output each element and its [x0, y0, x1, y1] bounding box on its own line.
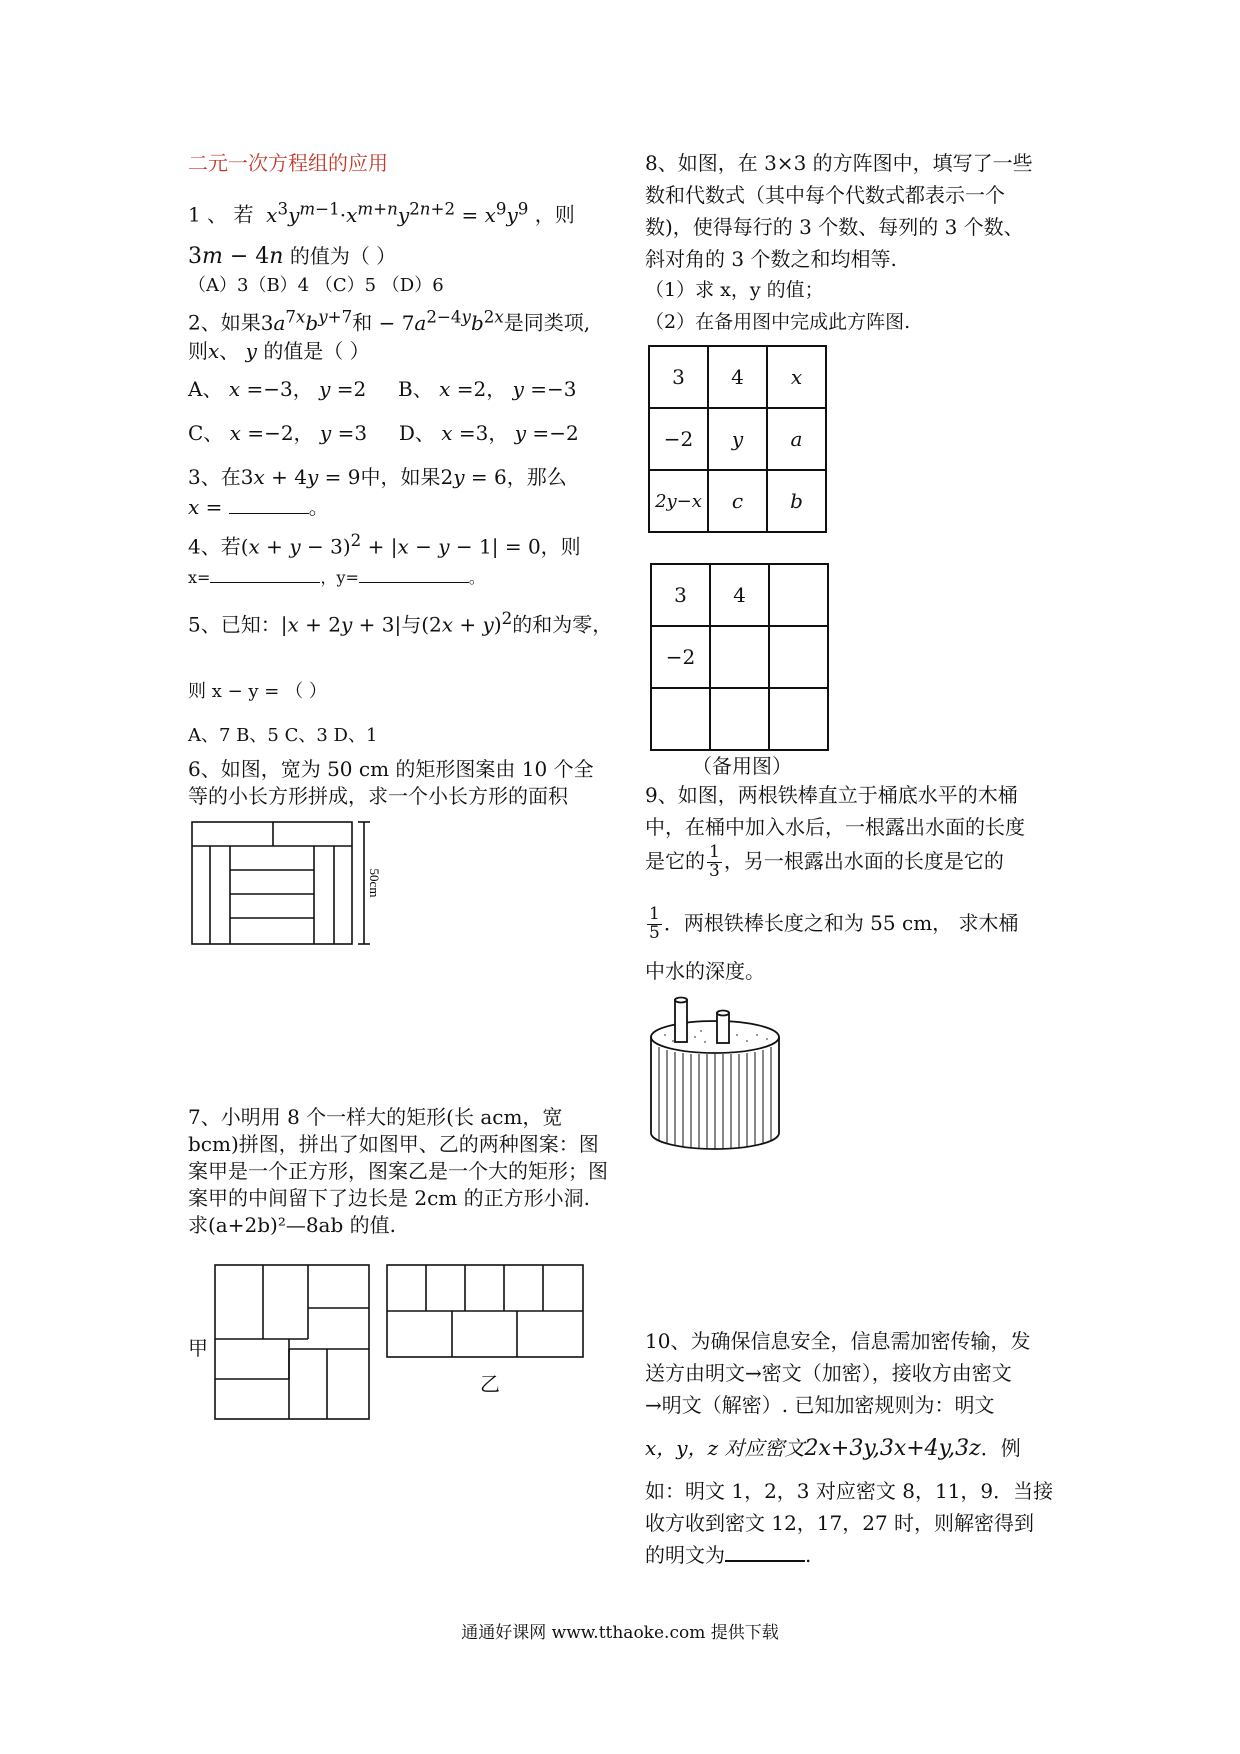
q10-line4a: x，y，z 对应密文	[645, 1436, 805, 1460]
q8-spare-row	[651, 564, 828, 626]
q8-cell: c	[708, 470, 767, 532]
q6-outer-rect	[192, 822, 352, 944]
q7-figure-yi	[385, 1263, 585, 1363]
q1-line2: 3m − 4n 的值为（ ）	[188, 244, 397, 269]
q8-spare-cell	[651, 688, 710, 750]
q10-cipher-formula: 2x+3y,3x+4y,3z	[804, 1436, 981, 1461]
q5-mid: 与	[401, 612, 422, 637]
q2-then: 则	[188, 339, 208, 363]
q3-mid: 中，如果	[360, 465, 441, 489]
q10-line3: →明文（解密）. 已知加密规则为：明文	[645, 1393, 995, 1417]
q9-line4	[645, 906, 1019, 943]
jia-outer	[215, 1265, 369, 1419]
q5-prefix: 5、已知：	[188, 612, 281, 637]
q8-spare-row	[651, 688, 828, 750]
q9-line4-text: ．两根铁棒长度之和为 55 cm， 求木桶	[663, 910, 1019, 935]
q1-question: 的值为（ ）	[289, 244, 397, 268]
q9-frac-third	[707, 844, 722, 881]
q7-figure-jia	[213, 1263, 373, 1423]
q2-options-cd: C、 x =−2， y =3 D、 x =3， y =−2	[188, 421, 579, 445]
q8-cell: 3	[649, 346, 708, 408]
q8-spare-cell	[710, 688, 769, 750]
q8-cell: b	[767, 470, 826, 532]
q8-spare-cell	[769, 564, 828, 626]
q10-line2: 送方由明文→密文（加密），接收方由密文	[645, 1361, 1012, 1385]
q8-line4: 斜对角的 3 个数之和均相等.	[645, 247, 897, 271]
q4-x-blank	[210, 564, 320, 583]
q4-x-label: x=	[188, 568, 211, 587]
q8-spare-cell	[769, 688, 828, 750]
q10-line4	[645, 1434, 1021, 1464]
q3-line2: x = 。	[188, 495, 329, 519]
page-title: 二元一次方程组的应用	[188, 151, 388, 175]
q5-line1: 5、已知：|x + 2y + 3|与$(2x + y)^2$的和为零，	[188, 609, 613, 637]
q9-line3b: ，另一根露出水面的长度是它的	[723, 848, 1004, 873]
q9-bucket-figure	[645, 995, 785, 1155]
q8-line3: 数)，使得每行的 3 个数、每列的 3 个数、	[645, 215, 1024, 239]
q8-spare-cell	[769, 626, 828, 688]
q4-line1: 4、若$(x + y - 3)^2 + |x - y - 1| = 0$，则	[188, 531, 581, 559]
q1-suffix: ，则	[534, 202, 575, 227]
q8-cell: 2y−x	[649, 470, 708, 532]
q2-line1	[188, 306, 590, 337]
rod-1	[675, 1000, 687, 1042]
q1-formula: $x^3y^{m-1}\cdot x^{m+n}y^{2n+2} = x^9y^9$	[266, 199, 529, 227]
q10-end: .	[805, 1543, 812, 1567]
bucket-staves	[659, 1047, 771, 1149]
q8-cell: y	[708, 408, 767, 470]
q10-line7-text: 的明文为	[645, 1543, 725, 1567]
q9-line2: 中，在桶中加入水后，一根露出水面的长度	[645, 815, 1025, 839]
q8-spare-cell: 3	[651, 564, 710, 626]
q10-line6: 收方收到密文 12，17，27 时，则解密得到	[645, 1511, 1035, 1535]
q3-blank	[229, 495, 309, 514]
q9-line3	[645, 844, 1004, 881]
q10-line1: 10、为确保信息安全，信息需加密传输，发	[645, 1329, 1031, 1353]
q8-spare-caption: （备用图）	[692, 754, 792, 778]
q6-figure	[188, 818, 382, 948]
q1-prefix: 1 、 若	[188, 202, 254, 227]
q8-line1: 8、如图，在 3×3 的方阵图中，填写了一些	[645, 151, 1033, 175]
rod-2	[717, 1013, 729, 1043]
q10-line5: 如：明文 1，2，3 对应密文 8，11，9．当接	[645, 1479, 1054, 1503]
frac-den: 3	[709, 860, 720, 881]
footer: 通通好课网 www.tthaoke.com 提供下载	[461, 1623, 779, 1643]
q8-line2: 数和代数式（其中每个代数式都表示一个	[645, 183, 1005, 207]
q8-spare-row	[651, 626, 828, 688]
q8-grid-row	[649, 408, 826, 470]
q4-y-label: ，y=	[320, 568, 359, 587]
q2-opt-c-label: C、	[188, 421, 224, 445]
q7-text: 7、小明用 8 个一样大的矩形(长 acm，宽 bcm)拼图，拼出了如图甲、乙的两种图案：图案甲是一个正方形，图案乙是一个大的矩形；图案甲的中间留下了边长是 2cm 的正方形小洞. 求(a+2b)²—8ab 的值.	[188, 1105, 608, 1237]
q8-cell: a	[767, 408, 826, 470]
q9-line3a: 是它的	[645, 848, 705, 873]
q10-answer-blank	[725, 1542, 805, 1562]
q2-opt-b-label: B、	[398, 377, 433, 401]
frac-num: 1	[709, 842, 720, 862]
q4-y-blank	[359, 564, 469, 583]
q2-term1: $3a^{7x}b^{y+7}$	[260, 307, 353, 335]
frac-num: 1	[649, 904, 660, 924]
q8-spare-cell	[710, 626, 769, 688]
q10-line4c: ．例	[980, 1436, 1021, 1460]
q2-suffix: 是同类项,	[503, 310, 591, 335]
q2-options-ab: A、 x =−3， y =2 B、 x =2， y =−3	[188, 377, 577, 401]
q7-label-yi: 乙	[480, 1372, 500, 1396]
q4-end: 。	[468, 568, 485, 587]
q3-line1: 3、在3x + 4y = 9中，如果2y = 6，那么	[188, 465, 567, 489]
q3-prefix: 3、在	[188, 465, 241, 489]
q2-question: 的值是（ ）	[263, 339, 370, 363]
q2-line2: 则x、 y 的值是（ ）	[188, 339, 370, 363]
q4-suffix: ，则	[540, 534, 581, 559]
q8-grid-row	[649, 346, 826, 408]
bucket-rim	[651, 1021, 779, 1053]
q8-cell: −2	[649, 408, 708, 470]
q8-spare-grid	[650, 563, 829, 751]
rod-2-top	[717, 1011, 729, 1016]
q8-cell: 4	[708, 346, 767, 408]
q8-grid-row	[649, 470, 826, 532]
q5-suffix: 的和为零，	[512, 612, 613, 637]
q2-opt-d-label: D、	[398, 421, 435, 445]
q2-term2: − $7a^{2-4y}b^{2x}$	[372, 307, 504, 335]
frac-den: 5	[649, 922, 660, 943]
q8-grid	[648, 345, 827, 533]
q1-line1	[188, 198, 575, 229]
q6-dim-label: 50cm	[367, 868, 382, 898]
q7-label-jia: 甲	[188, 1336, 208, 1360]
q8-cell: x	[767, 346, 826, 408]
q10-line7	[645, 1542, 811, 1569]
q5-line2: 则 x − y = （ ）	[188, 681, 327, 702]
q8-spare-cell: −2	[651, 626, 710, 688]
q8-spare-cell: 4	[710, 564, 769, 626]
q1-options: （A）3（B）4 （C）5 （D）6	[188, 275, 444, 296]
q5-options: A、7 B、5 C、3 D、1	[188, 725, 378, 746]
q8-part2: （2）在备用图中完成此方阵图.	[645, 311, 911, 333]
q2-opt-a-label: A、	[188, 377, 223, 401]
q3-suffix: ，那么	[506, 465, 567, 489]
q9-line5: 中水的深度。	[645, 959, 765, 983]
rod-1-top	[675, 998, 687, 1003]
q9-line1: 9、如图，两根铁棒直立于桶底水平的木桶	[645, 783, 1018, 807]
q4-line2	[188, 564, 485, 589]
q4-prefix: 4、若	[188, 534, 241, 559]
q2-mid: 和	[352, 310, 373, 335]
q6-text: 6、如图，宽为 50 cm 的矩形图案由 10 个全等的小长方形拼成，求一个小长方形的面积	[188, 757, 594, 808]
q9-frac-fifth	[647, 906, 662, 943]
q8-part1: （1）求 x，y 的值；	[645, 279, 824, 301]
q2-prefix: 2、如果	[188, 310, 261, 335]
